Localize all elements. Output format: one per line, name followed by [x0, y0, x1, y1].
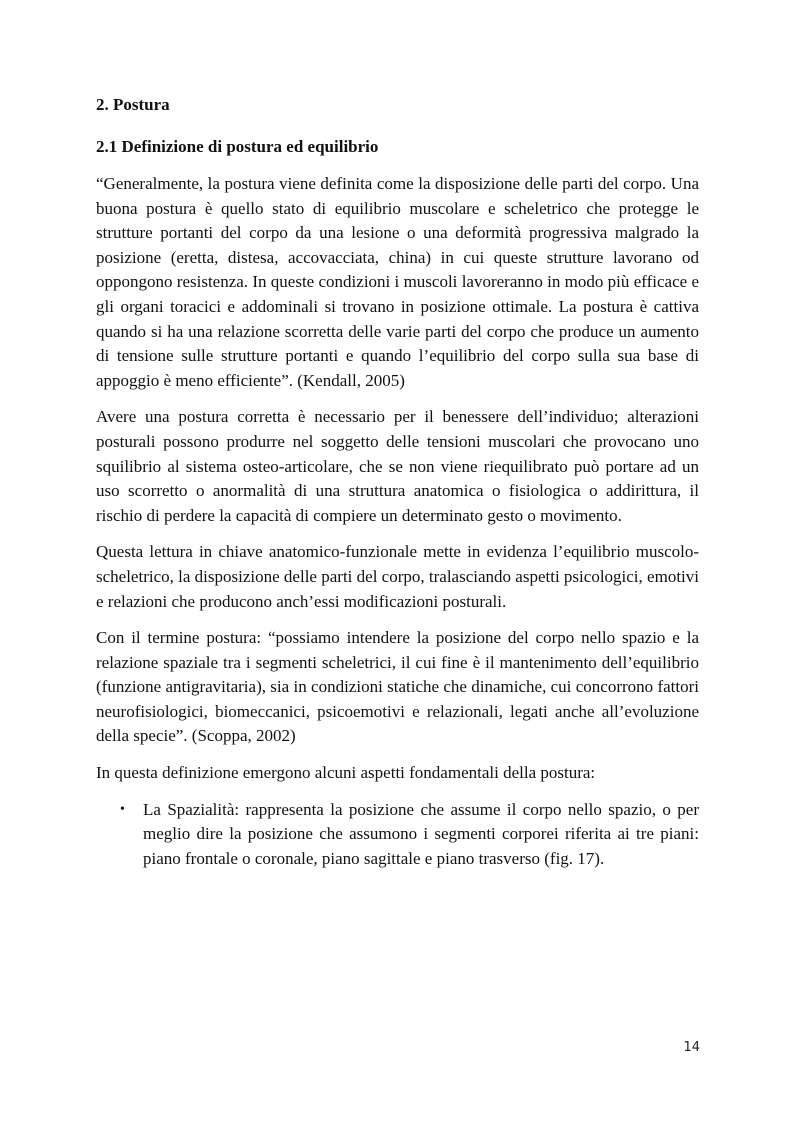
bullet-icon: • — [120, 801, 125, 817]
paragraph-fundamental-aspects: In questa definizione emergono alcuni aspetti fondamentali della postura: — [96, 763, 596, 783]
aspects-list — [96, 798, 699, 872]
paragraph-kendall-quote: “Generalmente, la postura viene definita come la disposizione delle parti del corpo. Una buona postura è quello stato di equilibrio muscolare e scheletrico che protegge le strutture portanti del corpo da una lesione o una deformità progressiva malgrado la posizione (eretta, distesa, accovacciata, china) in cui queste strutture lavorano od oppongono resistenza. In queste condizioni i muscoli lavoreranno in modo più efficace e gli organi toracici e addominali si trovano in posizione ottimale. La postura è cattiva quando si ha una relazione scorretta delle varie parti del corpo che produce un aumento di tensione sulle strutture portanti e quando l’equilibrio del corpo sulla sua base di appoggio è meno efficiente”. (Kendall, 2005) — [96, 174, 699, 390]
paragraph-scoppa-quote: Con il termine postura: “possiamo intendere la posizione del corpo nello spazio e la relazione spaziale tra i segmenti scheletrici, il cui fine è il mantenimento dell’equilibrio (funzione antigravitaria), sia in condizioni statiche che dinamiche, cui concorrono fattori neurofisiologici, biomeccanici, psicoemotivi e relazionali, legati anche all’evoluzione della specie”. (Scoppa, 2002) — [96, 628, 699, 746]
page-number: 14 — [683, 1040, 700, 1055]
list-item — [120, 798, 699, 872]
page-content — [96, 92, 699, 871]
subsection-heading: 2.1 Definizione di postura ed equilibrio — [96, 137, 379, 156]
paragraph-correct-posture: Avere una postura corretta è necessario per il benessere dell’individuo; alterazioni posturali possono produrre nel soggetto delle tensioni muscolari che provocano uno squilibrio al sistema osteo-articolare, che se non viene riequilibrato può portare ad un uso scorretto o anormalità di una struttura anatomica o fisiologica o addirittura, il rischio di perdere la capacità di compiere un determinato gesto o movimento. — [96, 407, 699, 525]
list-item-text: La Spazialità: rappresenta la posizione che assume il corpo nello spazio, o per meglio dire la posizione che assumono i segmenti corporei riferita ai tre piani: piano frontale o coronale, piano sagittale e piano trasverso (fig. 17). — [143, 799, 699, 868]
section-heading: 2. Postura — [96, 95, 170, 114]
paragraph-anatomic-reading: Questa lettura in chiave anatomico-funzionale mette in evidenza l’equilibrio muscolo-scheletrico, la disposizione delle parti del corpo, tralasciando aspetti psicologici, emotivi e relazioni che producono anch’essi modificazioni posturali. — [96, 542, 699, 611]
